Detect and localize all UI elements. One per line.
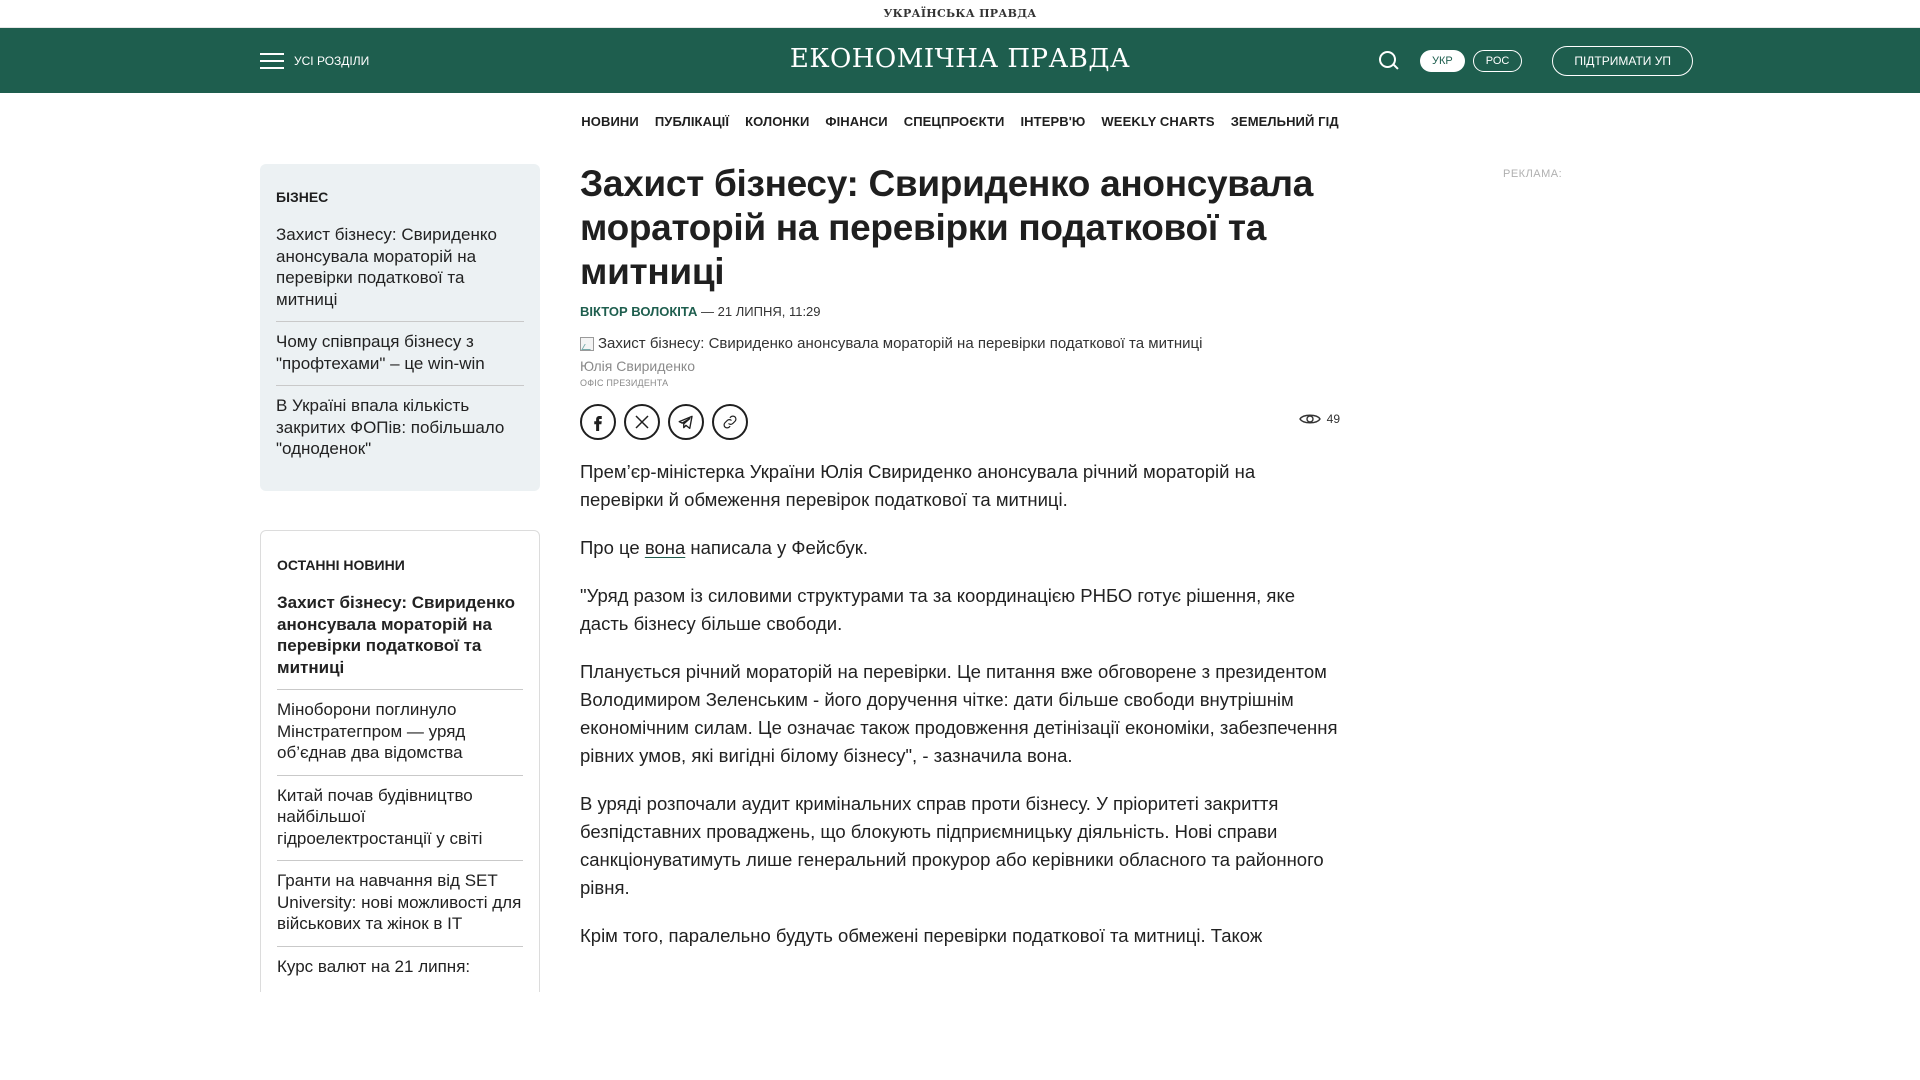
broken-image-icon [580,337,594,351]
lang-ukr-button[interactable]: УКР [1420,50,1465,72]
byline [580,304,1340,319]
all-sections-menu-button[interactable] [260,28,369,93]
view-count [1299,412,1340,426]
sidebar-business-title[interactable]: БІЗНЕС [276,189,329,205]
list-item[interactable]: Чому співпраця бізнесу з "профтехами" – це win-win [276,322,524,386]
image-source: ОФІС ПРЕЗИДЕНТА [580,378,669,388]
share-x-button[interactable] [624,404,660,440]
paragraph [580,534,1340,562]
nav-columns[interactable]: КОЛОНКИ [745,113,810,129]
telegram-icon [677,413,695,431]
paragraph: Крім того, паралельно будуть обмежені перевірки податкової та митниці. Також [580,925,1263,946]
search-icon[interactable] [1378,50,1400,72]
author-link[interactable]: ВІКТОР ВОЛОКІТА [580,304,698,319]
nav-weekly-charts[interactable]: WEEKLY CHARTS [1101,113,1215,129]
menu-label: УСІ РОЗДІЛИ [294,53,370,68]
article-body [580,458,1340,950]
nav-news[interactable]: НОВИНИ [581,113,639,129]
lang-ros-button[interactable]: РОС [1473,50,1523,72]
copy-link-button[interactable] [712,404,748,440]
link-icon [721,413,739,431]
main-nav [0,101,1920,141]
ad-label: РЕКЛАМА: [1503,168,1563,180]
support-button[interactable]: ПІДТРИМАТИ УП [1552,46,1693,76]
list-item[interactable]: Китай почав будівництво найбільшої гідроелектростанції у світі [277,776,523,862]
up-logo[interactable]: УКРАЇНСЬКА ПРАВДА [883,7,1037,20]
paragraph: В уряді розпочали аудит кримінальних справ проти бізнесу. У пріоритеті закриття безпідставних проваджень, що блокують підприємницьку діяльність. Нові справи санкціонуватимуть лише генеральний прокурор або керівники обласного та районного рівня. [580,793,1324,898]
list-item[interactable]: Курс валют на 21 липня: [277,956,471,976]
list-item[interactable]: Гранти на навчання від SET University: нові можливості для військових та жінок в IT [277,861,523,947]
hamburger-icon [260,53,284,69]
list-item[interactable]: Захист бізнесу: Свириденко анонсувала мораторій на перевірки податкової та митниці [276,215,524,322]
view-count-value: 49 [1326,412,1340,426]
share-facebook-button[interactable] [580,404,616,440]
sidebar-latest-news [260,530,540,1000]
article [580,162,1340,970]
viewport-bottom-blank [0,992,1920,1080]
image-alt-text: Захист бізнесу: Свириденко анонсувала мораторій на перевірки податкової та митниці [598,335,1203,352]
share-row [580,404,1340,440]
facebook-icon [589,413,607,431]
publish-date: 21 ЛИПНЯ, 11:29 [717,304,821,319]
source-link[interactable]: вона [644,537,686,558]
paragraph: Планується річний мораторій на перевірки. Це питання вже обговорене з президентом Володимиром Зеленським - його доручення чітке: дати більше свободи внутрішнім економічним силам. Це означає також продовження детінізації економіки, забезпечення рівних умов, які вигідні білому бізнесу", - зазначила вона. [580,661,1338,766]
x-icon [633,413,651,431]
header-actions [1378,28,1693,93]
article-image [580,335,1340,352]
paragraph: Прем’єр-міністерка України Юлія Свириденко анонсувала річний мораторій на перевірки й обмеження перевірок податкової та митниці. [580,461,1256,510]
site-header [0,28,1920,93]
nav-publications[interactable]: ПУБЛІКАЦІЇ [654,113,730,129]
brand-logo[interactable]: ЕКОНОМІЧНА ПРАВДА [789,44,1131,74]
nav-finance[interactable]: ФІНАНСИ [825,113,888,129]
image-caption: Юлія Свириденко [580,358,695,374]
paragraph-text: Про це [580,537,645,558]
article-headline: Захист бізнесу: Свириденко анонсувала мораторій на перевірки податкової та митниці [580,163,1314,292]
paragraph-text: написала у Фейсбук. [685,537,869,558]
nav-land-guide[interactable]: ЗЕМЕЛЬНИЙ ГІД [1230,113,1339,129]
nav-special-projects[interactable]: СПЕЦПРОЄКТИ [903,113,1005,129]
byline-separator: — [697,304,718,319]
top-strip [0,0,1920,28]
list-item[interactable]: Захист бізнесу: Свириденко анонсувала мораторій на перевірки податкової та митниці [277,583,523,690]
sidebar-latest-title: ОСТАННІ НОВИНИ [277,557,405,573]
paragraph: "Уряд разом із силовими структурами та за координацією РНБО готує рішення, яке дасть бізнесу більше свободи. [580,585,1296,634]
share-telegram-button[interactable] [668,404,704,440]
sidebar-business [260,164,540,491]
list-item[interactable]: В Україні впала кількість закритих ФОПів: побільшало "одноденок" [276,396,505,458]
list-item[interactable]: Міноборони поглинуло Мінстратегпром — уряд об’єднав два відомства [277,690,523,776]
eye-icon [1299,412,1321,426]
nav-interview[interactable]: ІНТЕРВ'Ю [1020,113,1086,129]
